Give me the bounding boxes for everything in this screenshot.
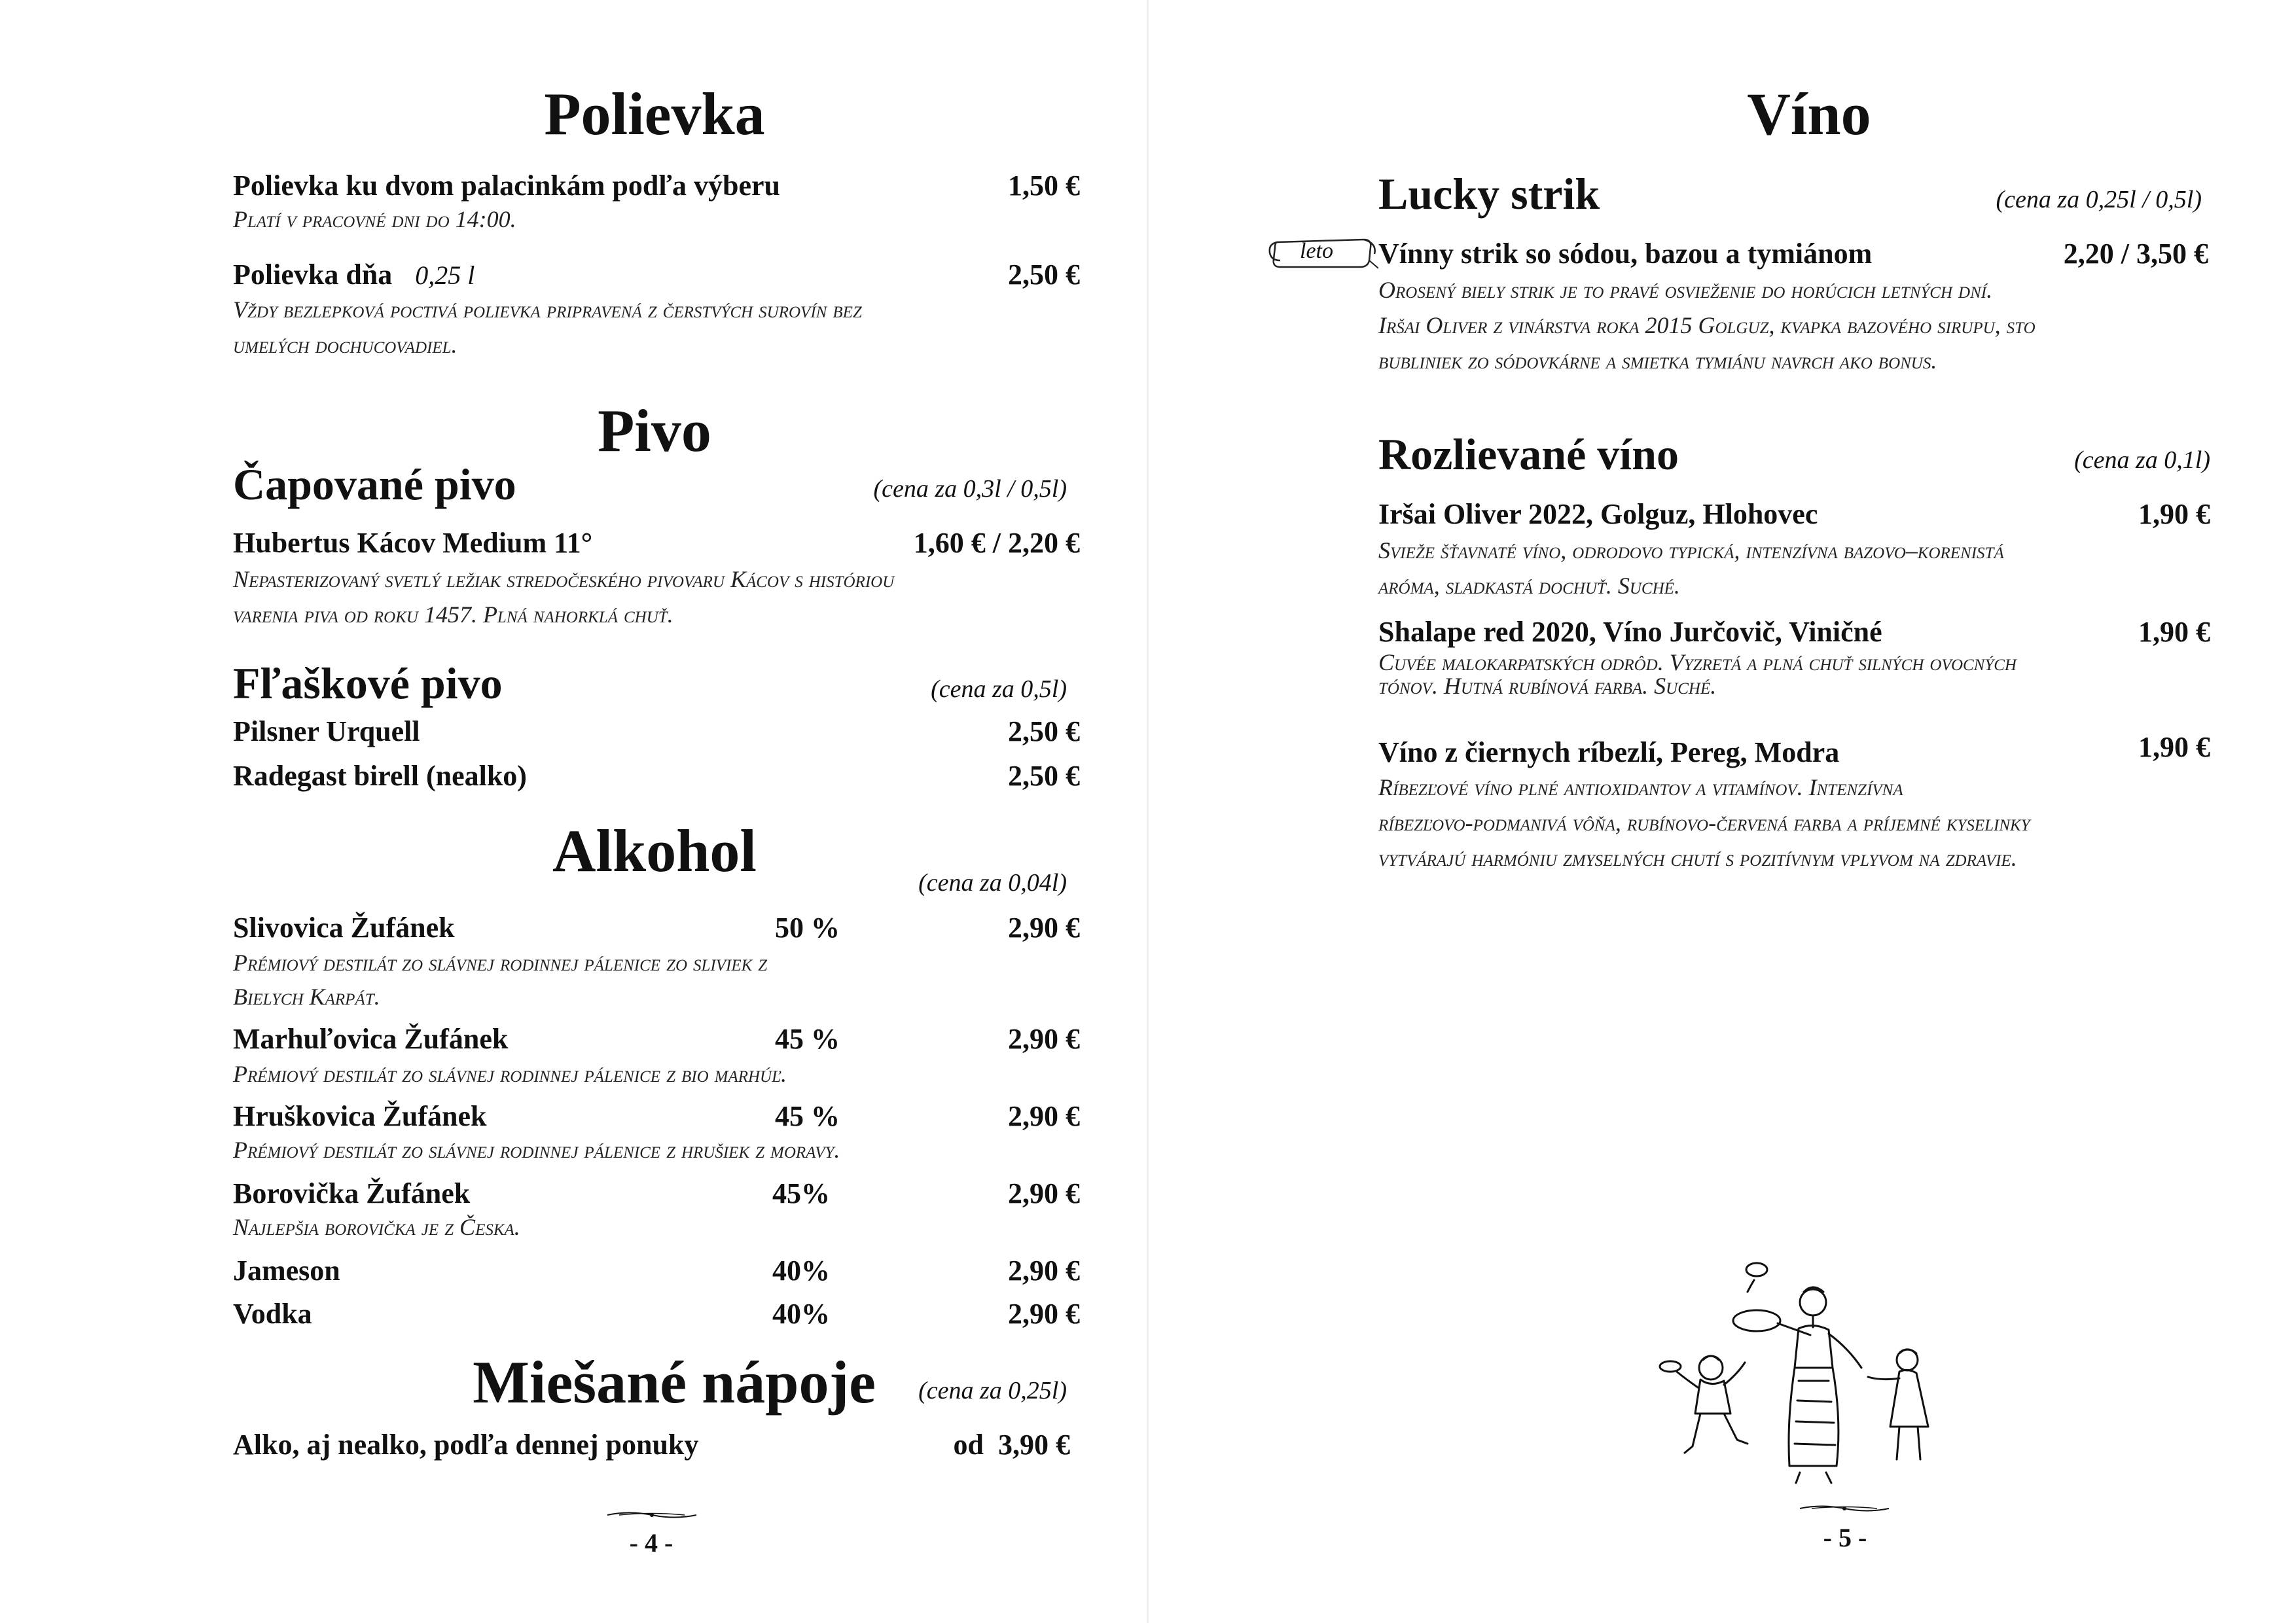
item-price: 2,90 €	[1008, 1255, 1080, 1287]
item-price: 2,90 €	[1008, 1023, 1080, 1055]
price-note: (cena za 0,25l / 0,5l)	[1996, 186, 2202, 213]
item-description: varenia piva od roku 1457. Plná nahorklá chuť.	[233, 601, 673, 628]
item-price: 2,90 €	[1008, 912, 1080, 944]
section-title-pivo: Pivo	[598, 397, 711, 464]
item-description: Orosený biely strik je to pravé osvieženie do horúcich letných dní.	[1378, 277, 1993, 303]
item-name: Iršai Oliver 2022, Golguz, Hlohovec	[1378, 498, 1818, 530]
item-description: umelých dochucovadiel.	[233, 332, 457, 358]
item-price: 1,50 €	[1008, 169, 1080, 202]
item-description: Cuvée malokarpatských odrôd. Vyzretá a plná chuť silných ovocných	[1378, 649, 2017, 675]
alcohol-percentage: 50 %	[775, 912, 840, 944]
menu-page-right	[1148, 0, 2296, 1623]
page-number: - 4 -	[629, 1528, 673, 1558]
alcohol-percentage: 40%	[772, 1255, 830, 1287]
price-note: (cena za 0,25l)	[918, 1377, 1067, 1404]
item-price: 2,90 €	[1008, 1100, 1080, 1132]
item-name: Jameson	[233, 1255, 340, 1287]
item-name: Vodka	[233, 1298, 312, 1330]
item-price: 1,60 € / 2,20 €	[913, 527, 1080, 559]
item-price: 1,90 €	[2138, 731, 2210, 763]
price-note: (cena za 0,5l)	[931, 675, 1067, 703]
item-description: vytvárajú harmóniu zmyselných chutí s pozitívnym vplyvom na zdravie.	[1378, 845, 2017, 871]
item-description: Bielych Karpát.	[233, 984, 380, 1010]
ornament-divider-icon	[1799, 1503, 1890, 1514]
page-number: - 5 -	[1823, 1523, 1867, 1552]
subsection-capovane-pivo: Čapované pivo	[233, 459, 516, 509]
item-description: Najlepšia borovička je z Česka.	[233, 1214, 520, 1240]
item-price: od 3,90 €	[953, 1429, 1070, 1461]
item-name: Borovička Žufánek	[233, 1177, 471, 1209]
item-description: Prémiový destilát zo slávnej rodinnej pálenice zo sliviek z	[233, 950, 768, 976]
price-note: (cena za 0,3l / 0,5l)	[873, 475, 1067, 503]
item-name: Pilsner Urquell	[233, 715, 420, 747]
item-name: Hubertus Kácov Medium 11°	[233, 527, 593, 559]
item-name: Polievka ku dvom palacinkám podľa výberu	[233, 169, 780, 202]
item-description: aróma, sladkastá dochuť. Suché.	[1378, 573, 1680, 599]
item-name: Slivovica Žufánek	[233, 912, 455, 944]
item-description: Ríbezľové víno plné antioxidantov a vitamínov. Intenzívna	[1378, 774, 1903, 800]
summer-badge	[1266, 234, 1378, 272]
item-price: 1,90 €	[2138, 498, 2210, 530]
section-title-vino: Víno	[1747, 80, 1871, 147]
alcohol-percentage: 45 %	[775, 1023, 840, 1055]
item-description: ríbezľovo-podmanivá vôňa, rubínovo-červená farba a príjemné kyselinky	[1378, 810, 2030, 836]
item-description: Nepasterizovaný svetlý ležiak stredočeského pivovaru Kácov s históriou	[233, 566, 895, 592]
section-title-miesane-napoje: Miešané nápoje	[473, 1349, 876, 1416]
price-note: (cena za 0,1l)	[2074, 446, 2210, 474]
subsection-rozlievane-vino: Rozlievané víno	[1378, 429, 1679, 479]
item-name: Radegast birell (nealko)	[233, 760, 527, 792]
alcohol-percentage: 40%	[772, 1298, 830, 1330]
badge-label: leto	[1300, 239, 1333, 263]
item-price: 2,50 €	[1008, 760, 1080, 792]
item-name-text: Polievka dňa	[233, 259, 393, 291]
item-price: 1,90 €	[2138, 616, 2210, 648]
item-name: Víno z čiernych ríbezlí, Pereg, Modra	[1378, 736, 1840, 768]
section-title-polievka: Polievka	[544, 80, 765, 147]
price-note: (cena za 0,04l)	[918, 869, 1067, 897]
item-description: Platí v pracovné dni do 14:00.	[233, 206, 516, 232]
item-description: Vždy bezlepková poctivá polievka pripravená z čerstvých surovín bez	[233, 296, 862, 323]
item-name	[233, 260, 475, 289]
item-name: Hruškovica Žufánek	[233, 1100, 487, 1132]
item-volume: 0,25 l	[415, 260, 475, 290]
item-name: Shalape red 2020, Víno Jurčovič, Viničné	[1378, 616, 1882, 648]
item-price: 2,90 €	[1008, 1177, 1080, 1209]
subsection-lucky-strik: Lucky strik	[1378, 169, 1600, 219]
item-name: Alko, aj nealko, podľa dennej ponuky	[233, 1429, 699, 1461]
item-description: Svieže šťavnaté víno, odrodovo typická, intenzívna bazovo–korenistá	[1378, 537, 2004, 563]
item-description: Iršai Oliver z vinárstva roka 2015 Golguz, kvapka bazového sirupu, sto	[1378, 312, 2036, 338]
item-price: 2,50 €	[1008, 259, 1080, 291]
item-name: Marhuľovica Žufánek	[233, 1023, 509, 1055]
item-description: tónov. Hutná rubínová farba. Suché.	[1378, 673, 1717, 699]
item-price: 2,50 €	[1008, 715, 1080, 747]
item-description: Prémiový destilát zo slávnej rodinnej pálenice z hrušiek z moravy.	[233, 1137, 840, 1163]
section-title-alkohol: Alkohol	[552, 817, 757, 884]
alcohol-percentage: 45%	[772, 1177, 830, 1209]
alcohol-percentage: 45 %	[775, 1100, 840, 1132]
item-description: Prémiový destilát zo slávnej rodinnej pálenice z bio marhúľ.	[233, 1061, 787, 1087]
pancake-cook-illustration-icon	[1632, 1250, 1960, 1499]
item-name: Vínny strik so sódou, bazou a tymiánom	[1378, 238, 1873, 270]
item-description: bubliniek zo sódovkárne a smietka tymiánu navrch ako bonus.	[1378, 348, 1937, 374]
item-price: 2,20 / 3,50 €	[2063, 238, 2208, 270]
item-price: 2,90 €	[1008, 1298, 1080, 1330]
ornament-divider-icon	[606, 1509, 698, 1521]
subsection-flaskove-pivo: Fľaškové pivo	[233, 658, 503, 708]
